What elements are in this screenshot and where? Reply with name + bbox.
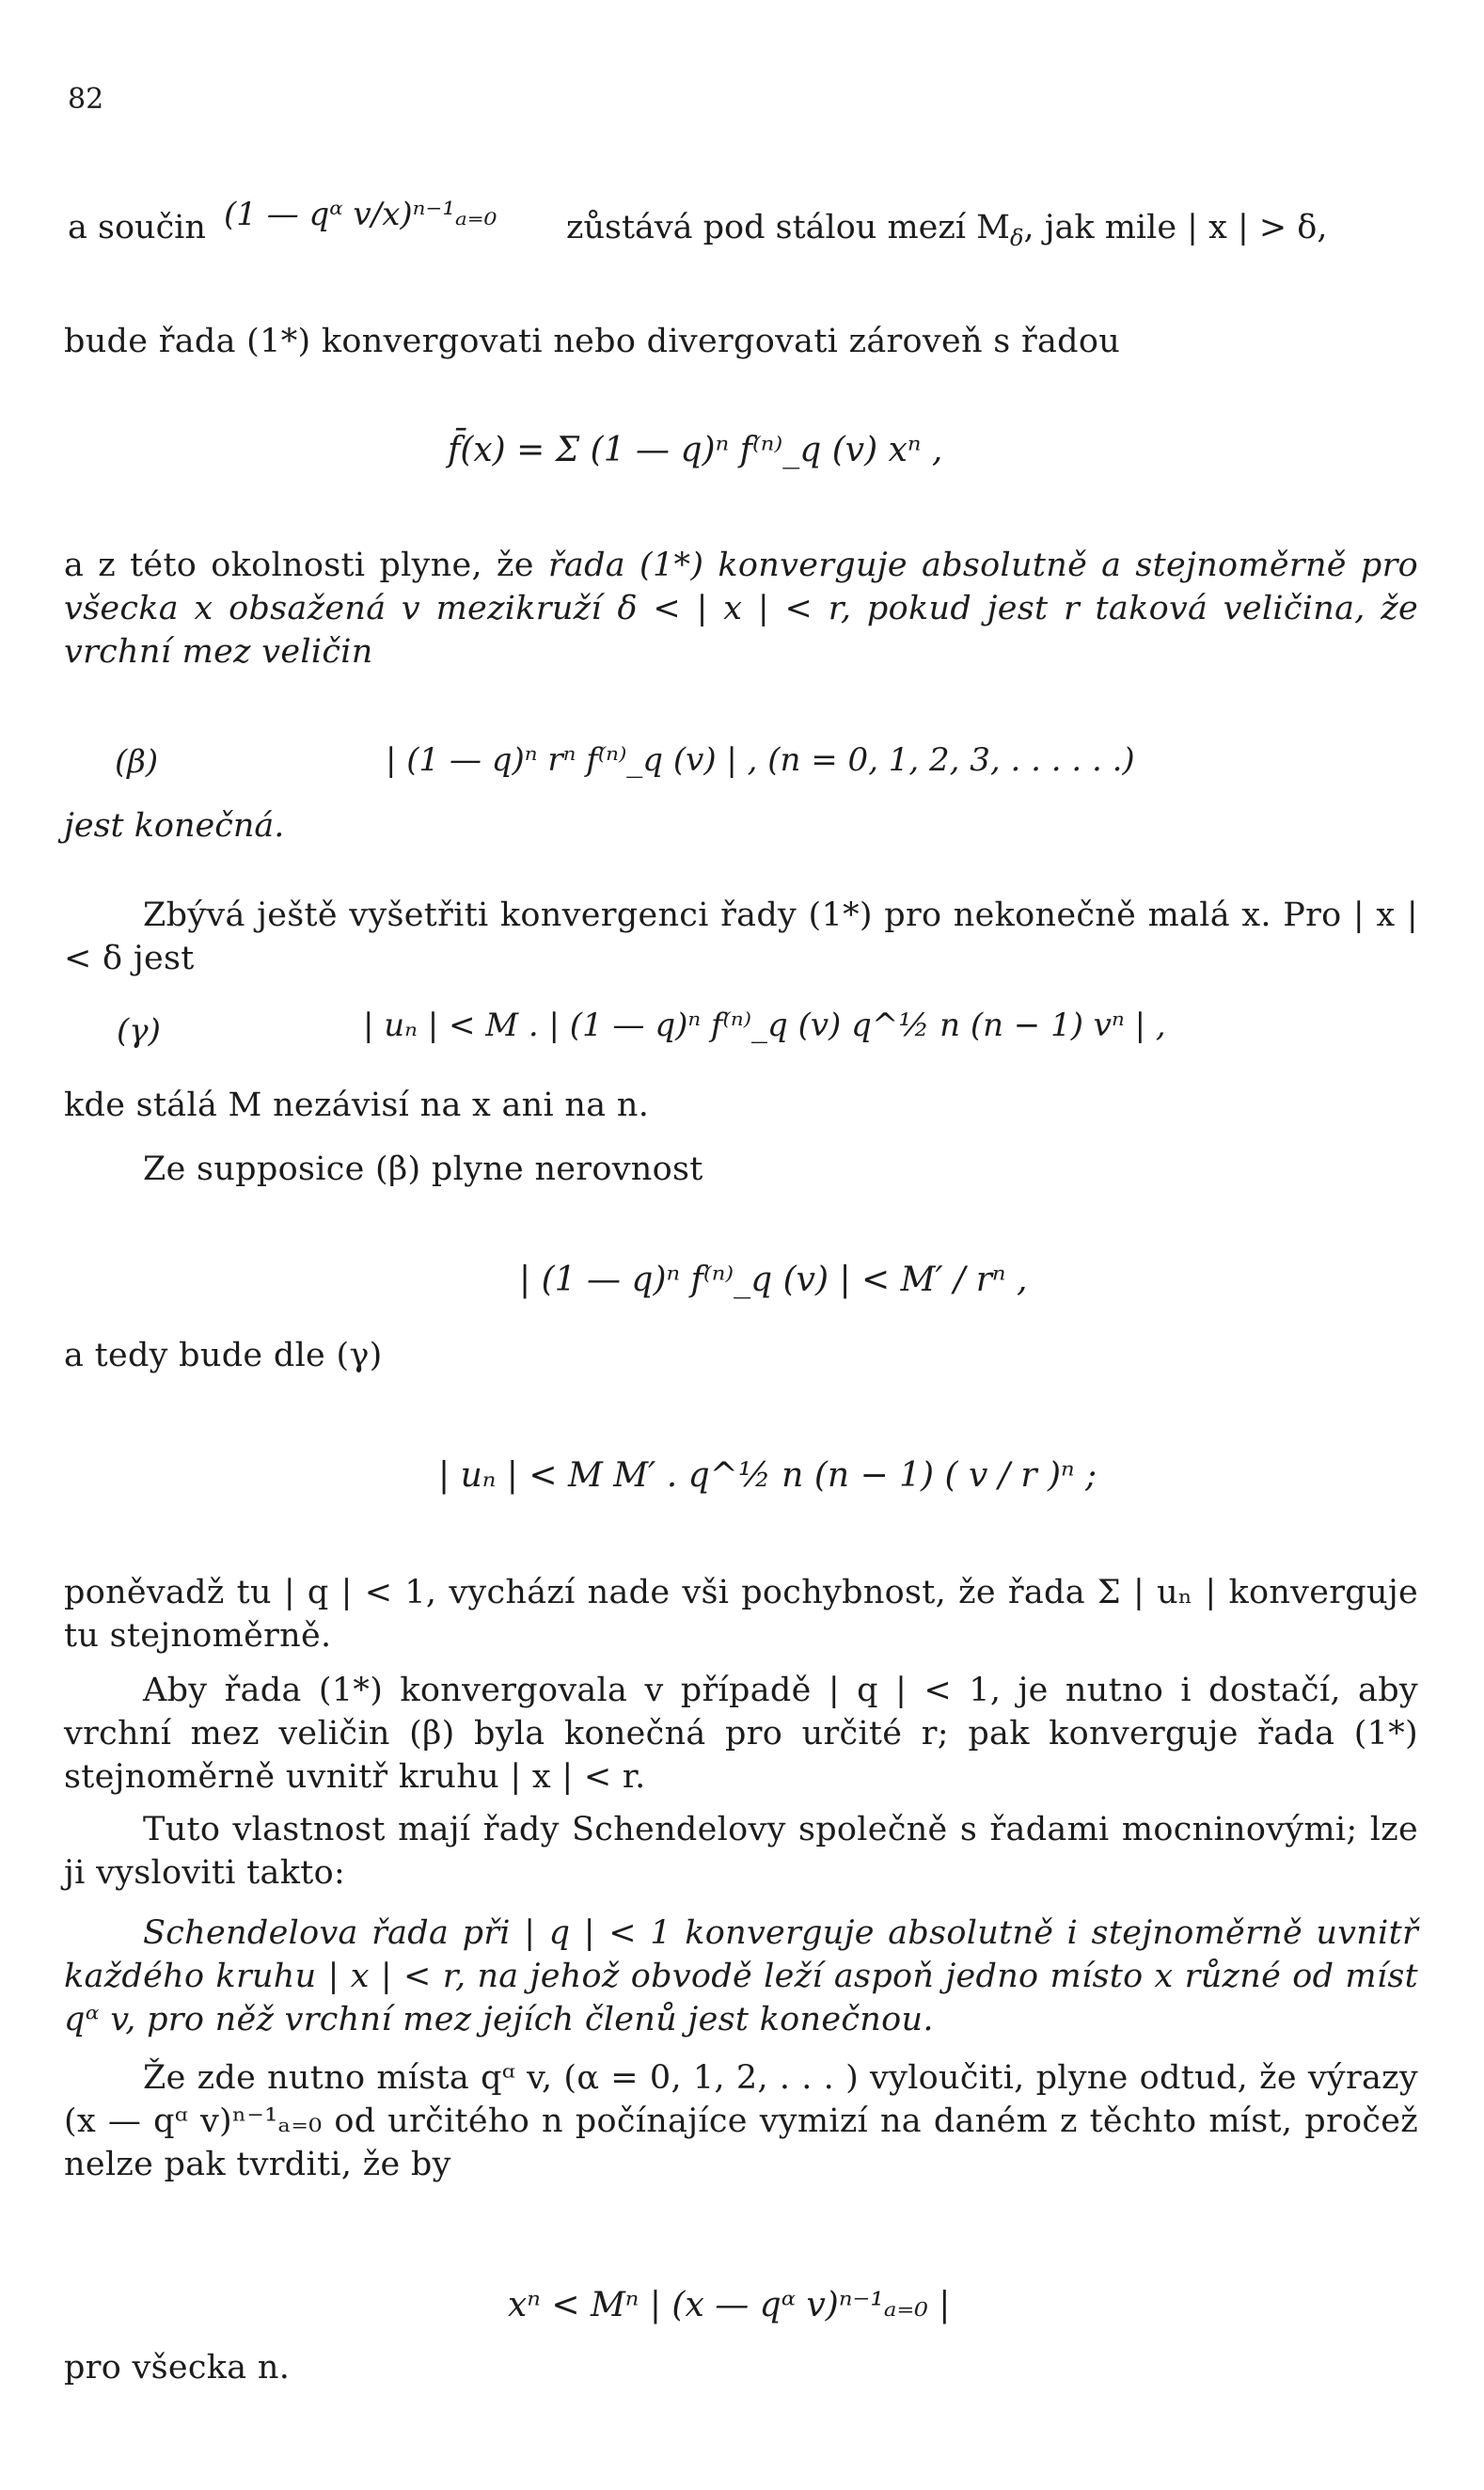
label-beta: (β) (115, 743, 159, 781)
label-gamma: (γ) (117, 1012, 161, 1050)
paragraph-3: kde stálá M nezávisí na x ani na n. (64, 1086, 650, 1124)
line-2-text: bude řada (1*) konvergovati nebo divergovati zároveň s řadou (64, 323, 1121, 360)
text-jest-konecna: jest konečná. (64, 807, 285, 845)
paragraph-1 (64, 544, 1418, 674)
paragraph-1-text: a z této okolnosti plyne, že (64, 547, 548, 584)
line-1-text-c: , jak mile | x | > δ, (1023, 209, 1328, 246)
equation-final: xⁿ < Mⁿ | (x — qᵅ v)ⁿ⁻¹ₐ₌₀ | (508, 2286, 951, 2324)
paragraph-6: poněvadž tu | q | < 1, vychází nade vši pochybnost, že řada Σ | uₙ | konverguje tu stejnoměrně. (64, 1574, 1418, 1655)
equation-gamma: | uₙ | < M . | (1 — q)ⁿ f⁽ⁿ⁾_q (v) q^½ n (n − 1) vⁿ | , (363, 1007, 1166, 1044)
paragraph-9-theorem: Schendelova řada při | q | < 1 konverguje absolutně i stejnoměrně uvnitř každého kruhu | x | < r, na jehož obvodě leží aspoň jedno místo x různé od míst qᵅ v, pro něž vrchní mez jejích členů jest konečnou. (64, 1914, 1418, 2038)
paragraph-4: Ze supposice (β) plyne nerovnost (143, 1150, 703, 1188)
line-1-text-b-main: zůstává pod stálou mezí M (566, 209, 1010, 246)
page-number: 82 (68, 83, 104, 116)
paragraph-5: a tedy bude dle (γ) (64, 1337, 383, 1374)
equation-inequality: | (1 — q)ⁿ f⁽ⁿ⁾_q (v) | < M′ / rⁿ , (519, 1261, 1028, 1299)
line-1-text-b (566, 209, 1328, 251)
paragraph-8: Tuto vlastnost mají řady Schendelovy společně s řadami mocninovými; lze ji vysloviti takto: (64, 1811, 1418, 1892)
paragraph-7: Aby řada (1*) konvergovala v případě | q | < 1, je nutno i dostačí, aby vrchní mez veličin (β) byla konečná pro určité r; pak konverguje řada (1*) stejnoměrně uvnitř kruhu | x | < r. (64, 1672, 1418, 1796)
line-1-text-a: a součin (68, 209, 206, 246)
equation-f-bar: f̄(x) = Σ (1 — q)ⁿ f⁽ⁿ⁾_q (v) xⁿ , (448, 431, 943, 469)
paragraph-11: pro všecka n. (64, 2349, 291, 2387)
paragraph-10: Že zde nutno místa qᵅ v, (α = 0, 1, 2, . . . ) vyloučiti, plyne odtud, že výrazy (x — qᵅ v)ⁿ⁻¹ₐ₌₀ od určitého n počínajíce vymizí na daném z těchto míst, pročež nelze pak tvrditi, že by (64, 2059, 1418, 2183)
equation-u-n-bound: | uₙ | < M M′ . q^½ n (n − 1) ( v / r )ⁿ ; (438, 1456, 1097, 1495)
paragraph-1-italic: řada (1*) konverguje absolutně a stejnoměrně pro všecka x obsažená v mezikruží δ < | x | < r, pokud jest r taková veličina, že vrchní mez veličin (64, 547, 1418, 671)
paragraph-2: Zbývá ještě vyšetřiti konvergenci řady (1*) pro nekonečně malá x. Pro | x | < δ jest (64, 896, 1418, 977)
equation-beta: | (1 — q)ⁿ rⁿ f⁽ⁿ⁾_q (v) | , (n = 0, 1, 2, 3, . . . . . .) (386, 741, 1135, 779)
line-1-subscript: δ (1009, 225, 1024, 251)
line-1-product-expression: (1 — qᵅ v/x)ⁿ⁻¹ₐ₌₀ (224, 196, 497, 233)
